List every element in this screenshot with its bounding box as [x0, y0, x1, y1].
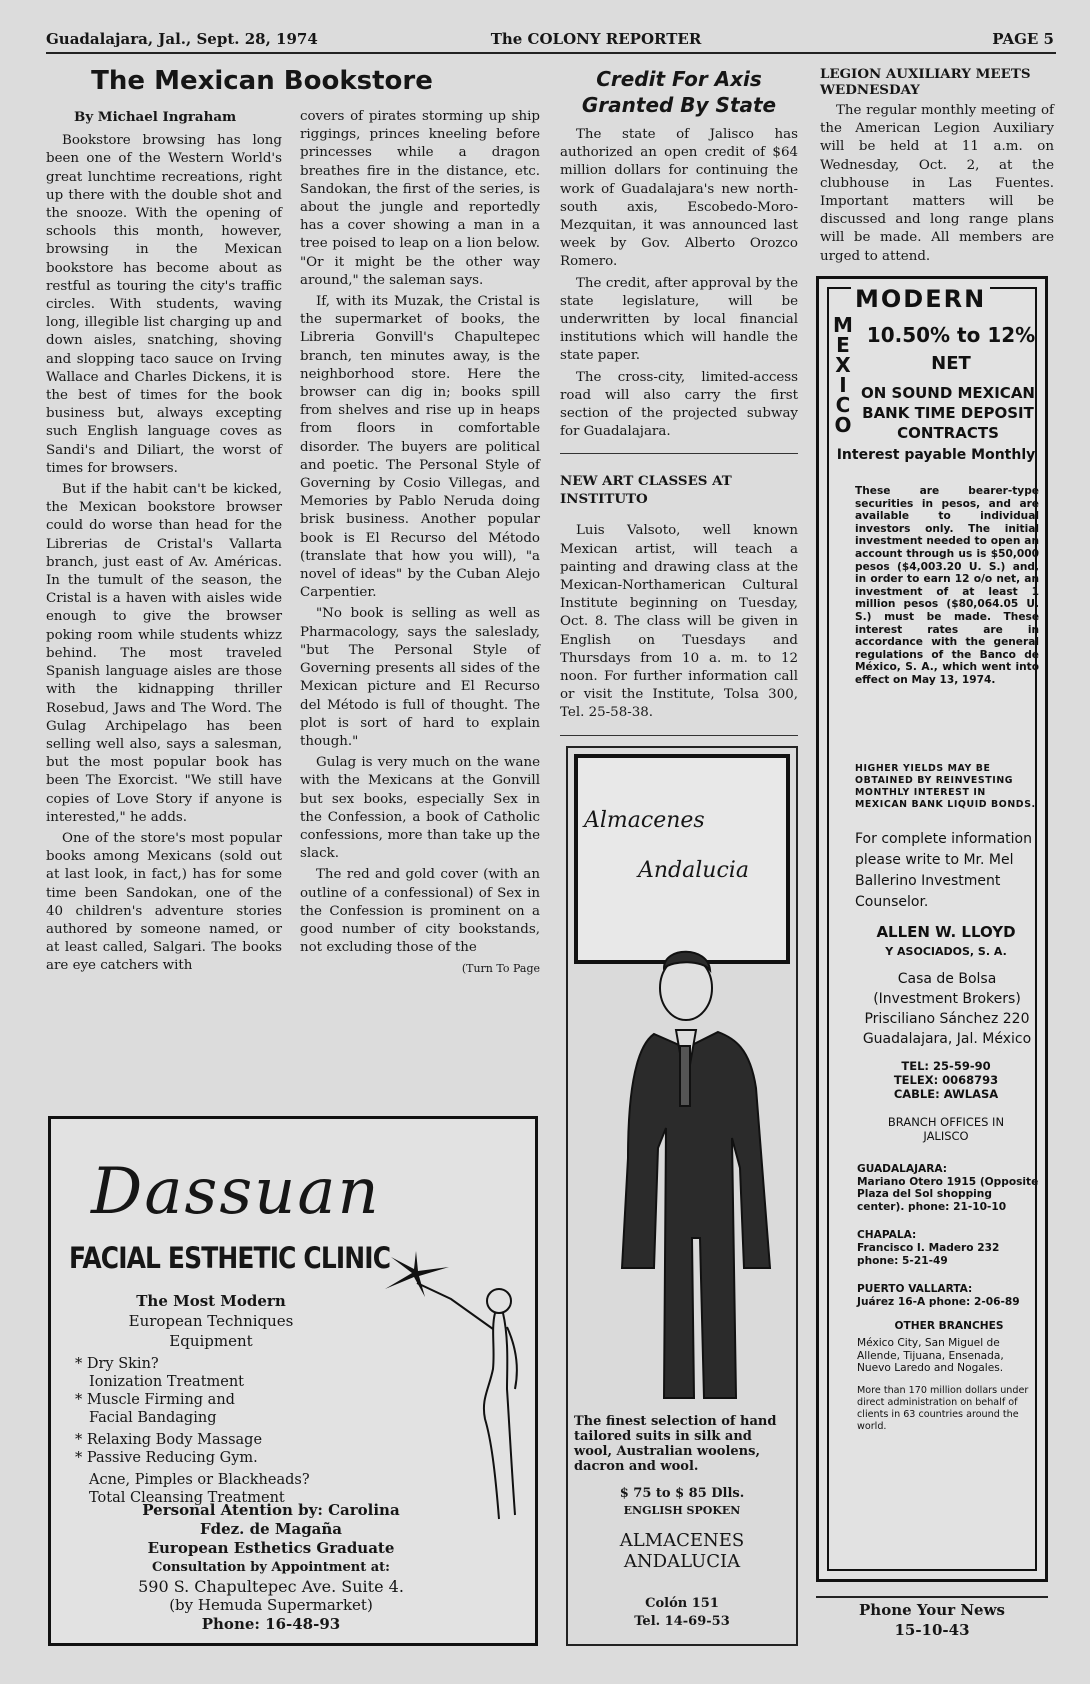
list-item: Facial Bandaging	[89, 1410, 217, 1426]
contact-block	[101, 1501, 441, 1634]
offer-heading: ON SOUND MEXICAN BANK TIME DEPOSIT CONTRACTS	[861, 384, 1035, 442]
brand-logo: MODERN	[851, 285, 990, 313]
contact-invite: For complete information please write to Mr. Mel Ballerino Investment Counselor.	[855, 831, 1032, 910]
paragraph: The cross-city, limited-access road will also carry the first section of the projected subway for Guadalajara.	[560, 369, 798, 440]
branch-heading: CHAPALA:	[857, 1229, 917, 1242]
assets-note: More than 170 million dollars under direct administration on behalf of clients in 63 countries around the world.	[857, 1384, 1029, 1432]
store-address: Colón 151	[645, 1596, 719, 1611]
net-label: NET	[931, 353, 971, 374]
appointment: Consultation by Appointment at:	[152, 1560, 390, 1575]
legion-column	[820, 66, 1054, 269]
telecom	[855, 1059, 1037, 1101]
ad-description: The finest selection of hand tailored suits in silk and wool, Australian woolens, dacron and wool.	[574, 1414, 777, 1474]
price: $ 75 to $ 85 Dlls.	[619, 1486, 745, 1501]
other-branches-heading: OTHER BRANCHES	[894, 1320, 1004, 1333]
paragraph: The regular monthly meeting of the American Legion Auxiliary will be held at 11 a.m. on Wednesday, Oct. 2, at the clubhouse in Las Fuentes. Important matters will be discussed and long range plans will be made. All members are urged to attend.	[820, 103, 1054, 264]
firm-suffix: Y ASOCIADOS, S. A.	[885, 945, 1007, 958]
divider	[560, 735, 798, 736]
paragraph: The red and gold cover (with an outline of a confessional) of Sex in the Confession is prominent on a good number of city bookstands, not excluding those of the	[300, 867, 540, 956]
list-item: * Relaxing Body Massage	[75, 1432, 263, 1448]
tagline	[91, 1291, 331, 1351]
paragraph: The credit, after approval by the state legislature, will be underwritten by local financial institutions which will handle the state paper.	[560, 275, 798, 364]
rate: 10.50% to 12%	[866, 323, 1036, 347]
interest-note: Interest payable Monthly	[836, 447, 1036, 463]
script-name-2: Andalucia	[638, 858, 749, 883]
suited-man-illustration	[594, 938, 774, 1408]
byline: By Michael Ingraham	[74, 109, 237, 125]
firm-name: ALLEN W. LLOYD	[876, 923, 1016, 941]
attention-line: Personal Atention by: Carolina	[142, 1501, 400, 1519]
branch-detail: Francisco I. Madero 232 phone: 5-21-49	[857, 1241, 1000, 1267]
address: 590 S. Chapultepec Ave. Suite 4.	[138, 1577, 404, 1596]
paragraph: covers of pirates storming up ship riggings, princes kneeling before princesses while a dragon breathes fire in the distance, etc. Sandokan, the first of the series, is about the jungle and reportedly has a cover showing a man in a tree poised to leap on a lion below. "Or it might be the other way around," the saleman says.	[300, 109, 540, 288]
headline-bookstore: The Mexican Bookstore	[91, 66, 433, 96]
services-list	[75, 1355, 310, 1507]
andalucia-ad	[566, 746, 798, 1646]
bank-deposit-ad	[816, 276, 1048, 1582]
page-header	[46, 26, 1056, 54]
phone-your-news	[816, 1596, 1048, 1640]
credit-column	[560, 66, 798, 736]
list-item: Acne, Pimples or Blackheads?	[89, 1472, 310, 1488]
bookstore-col-1	[46, 108, 282, 979]
higher-yields: HIGHER YIELDS MAY BE OBTAINED BY REINVESTING MONTHLY INTEREST IN MEXICAN BANK LIQUID BONDS.	[855, 763, 1036, 810]
store-phone: Tel. 14-69-53	[634, 1614, 730, 1629]
dassuan-logo: Dassuan	[91, 1155, 381, 1229]
telecom-line: TEL: 25-59-90	[901, 1059, 991, 1073]
branch-detail: Mariano Otero 1915 (Opposite Plaza del Sol shopping center). phone: 21-10-10	[857, 1175, 1039, 1213]
telecom-line: TELEX: 0068793	[893, 1073, 999, 1087]
branch-heading: PUERTO VALLARTA:	[857, 1283, 973, 1296]
bookstore-col-2	[300, 108, 540, 979]
news-label: Phone Your News	[859, 1601, 1005, 1619]
fine-print: These are bearer-type securities in pesos, and are available to individual investors only. The initial investment needed to open an account through us is $50,000 pesos ($4,003.20 U. S.) and, in order to earn 12 o/o net, an investment of at least 1 million pesos ($80,064.05 U. S.) must be made. These interest rates are in accordance with the general regulations of the Banco de México, S. A., which went into effect on May 13, 1974.	[855, 485, 1039, 686]
list-item: * Muscle Firming and	[75, 1392, 235, 1408]
paragraph: Luis Valsoto, well known Mexican artist, will teach a painting and drawing class at the Mexican-Northamerican Cultural Institute beginning on Tuesday, Oct. 8. The class will be given in English on Tuesdays and Thursdays from 10 a. m. to 12 noon. For further information call or visit the Institute, Tolsa 300, Tel. 25-58-38.	[560, 523, 798, 721]
store-name-line: ALMACENES	[619, 1530, 745, 1551]
page-number: PAGE 5	[992, 30, 1054, 48]
paragraph: "No book is selling as well as Pharmacology, says the saleslady, "but The Personal Style of Governing presents all sides of the Mexican picture and El Recurso del Método is full of thought. The plot is sort of hard to explain though."	[300, 606, 540, 749]
branches-heading: BRANCH OFFICES IN JALISCO	[887, 1115, 1005, 1143]
store-name	[568, 1530, 796, 1572]
tagline-line: The Most Modern	[136, 1292, 286, 1310]
other-branches: México City, San Miguel de Allende, Tijuana, Ensenada, Nuevo Laredo and Nogales.	[857, 1336, 1004, 1375]
divider	[560, 453, 798, 454]
tagline-line: European Techniques	[128, 1312, 294, 1330]
english-spoken: ENGLISH SPOKEN	[623, 1504, 741, 1517]
attention-line: Fdez. de Magaña	[199, 1520, 343, 1538]
address-note: (by Hemuda Supermarket)	[169, 1596, 373, 1614]
masthead: The COLONY REPORTER	[490, 30, 702, 48]
tagline-line: Equipment	[169, 1332, 253, 1350]
list-item: * Dry Skin?	[75, 1356, 159, 1372]
branch-heading: GUADALAJARA:	[857, 1163, 948, 1175]
firm-line: (Investment Brokers)	[873, 991, 1021, 1007]
credential: European Esthetics Graduate	[147, 1539, 395, 1557]
branch-detail: Juárez 16-A phone: 2-06-89	[857, 1295, 1020, 1308]
paragraph: But if the habit can't be kicked, the Mexican bookstore browser could do worse than head for the Librerias de Cristal's Vallarta branch, just east of Av. Américas. In the tumult of the season, the Cristal is a haven with aisles wide enough to give the browser poking room while students whizz behind. The most traveled Spanish language aisles are those with the kidnapping thriller Rosebud, Jaws and The Word. The Gulag Archipelago has been selling well also, says a salesman, but the most popular book has been The Exorcist. "We still have copies of Love Story if anyone is interested," he adds.	[46, 482, 282, 825]
branch-list	[857, 1163, 1041, 1433]
news-number: 15-10-43	[894, 1621, 970, 1639]
clinic-name: FACIAL ESTHETIC CLINIC	[69, 1241, 391, 1275]
dateline: Guadalajara, Jal., Sept. 28, 1974	[46, 30, 318, 48]
firm-line: Prisciliano Sánchez 220	[864, 1011, 1030, 1027]
headline-legion: LEGION AUXILIARY MEETS WEDNESDAY	[820, 66, 1031, 98]
firm-line: Guadalajara, Jal. México	[862, 1031, 1032, 1047]
vertical-logo: MEXICO	[833, 313, 853, 437]
ad-inner-frame	[827, 287, 1037, 1571]
list-item: * Passive Reducing Gym.	[75, 1450, 258, 1466]
figure-illustration	[411, 1279, 531, 1529]
phone: Phone: 16-48-93	[201, 1615, 341, 1633]
paragraph: Gulag is very much on the wane with the Mexicans at the Gonvill but sex books, especially Sex in the Confession, a book of Catholic confessions, more than take up the slack.	[300, 755, 540, 862]
continuation-note: (Turn To Page	[461, 962, 540, 976]
telecom-line: CABLE: AWLASA	[893, 1087, 999, 1101]
firm-details	[853, 969, 1041, 1049]
store-name-line: ANDALUCIA	[623, 1551, 741, 1572]
script-name-1: Almacenes	[584, 808, 705, 833]
firm-line: Casa de Bolsa	[897, 971, 997, 987]
paragraph: Bookstore browsing has long been one of the Western World's great lunchtime recreations, right up there with the double shot and the snooze. With the opening of schools this month, however, browsing in the Mexican bookstore has become about as restful as touring the city's traffic circles. With students, waving long, illegible list charging up and down aisles, snatching, shoving and slopping taco sauce on Irving Wallace and Charles Dickens, it is the best of times for the book business but, always excepting such English language coves as Sandi's and Diliart, the worst of times for browsers.	[46, 133, 282, 476]
headline-art-classes: NEW ART CLASSES AT INSTITUTO	[560, 473, 732, 508]
paragraph: If, with its Muzak, the Cristal is the supermarket of books, the Libreria Gonvill's Chapultepec branch, ten minutes away, is the neighborhood store. Here the browser can dig in; books spill from shelves and rise up in heaps from floors in comfortable disorder. The buyers are political and poetic. The Personal Style of Governing by Cosio Villegas, and Memories by Pablo Neruda doing brisk business. Another popular book is El Recurso del Método (translate that how you will), "a novel of ideas" by the Cuban Alejo Carpentier.	[300, 294, 540, 601]
list-item: Total Cleansing Treatment	[89, 1490, 285, 1506]
list-item: Ionization Treatment	[89, 1374, 245, 1390]
dassuan-ad	[48, 1116, 538, 1646]
paragraph: The state of Jalisco has authorized an open credit of $64 million dollars for continuing the work of Guadalajara's new north-south axis, Escobedo-Moro-Mezquitan, it was announced last week by Gov. Alberto Orozco Romero.	[560, 127, 798, 270]
headline-credit: Credit For Axis Granted By State	[581, 67, 777, 117]
paragraph: One of the store's most popular books among Mexicans (sold out at last look, in fact,) has for some time been Sandokan, one of the 40 children's adventure stories authored by someone named, or at least called, Salgari. The books are eye catchers with	[46, 830, 282, 974]
